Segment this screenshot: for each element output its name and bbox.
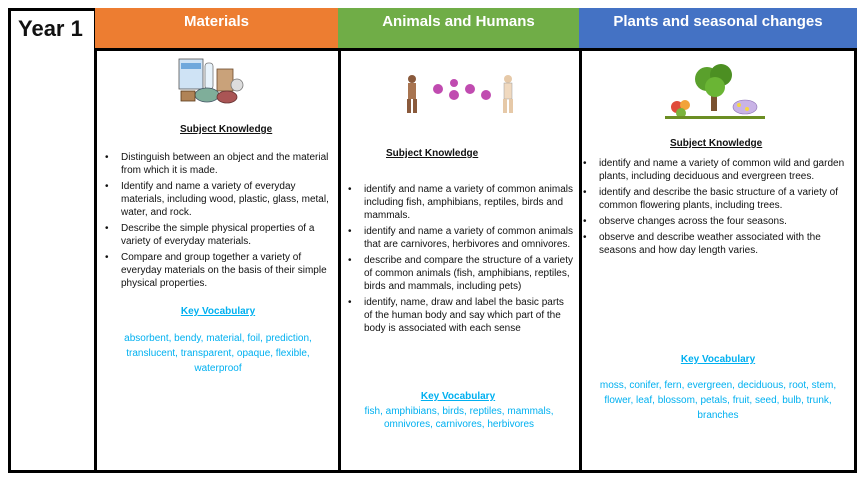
materials-icon bbox=[177, 55, 247, 105]
list-item: • Describe the simple physical properties of a variety of everyday materials. bbox=[99, 222, 331, 248]
materials-header: Materials bbox=[95, 8, 338, 51]
plants-vocab: moss, conifer, fern, evergreen, deciduous, root, stem, flower, leaf, blossom, petals, fruit, seed, bulb, trunk, branches bbox=[599, 380, 837, 421]
animals-vocab: fish, amphibians, birds, reptiles, mammals, omnivores, carnivores, herbivores bbox=[364, 406, 554, 430]
animals-subject-heading: Subject Knowledge bbox=[386, 148, 479, 159]
plants-subject-heading: Subject Knowledge bbox=[670, 138, 763, 149]
plants-column bbox=[579, 8, 857, 473]
animals-column bbox=[338, 8, 582, 473]
list-item: • Distinguish between an object and the material from which it is made. bbox=[99, 151, 331, 177]
materials-vocab-heading: Key Vocabulary bbox=[180, 306, 256, 317]
materials-items bbox=[99, 151, 331, 293]
plants-trees-icon bbox=[665, 61, 765, 121]
list-item: • Compare and group together a variety of everyday materials on the basis of their simple physical properties. bbox=[99, 251, 331, 290]
list-item: • observe and describe weather associated with the seasons and how day length varies. bbox=[577, 231, 855, 257]
materials-vocab: absorbent, bendy, material, foil, prediction, translucent, transparent, opaque, flexible, waterproof bbox=[124, 333, 312, 374]
materials-column bbox=[95, 8, 341, 473]
list-item: • identify and name a variety of common wild and garden plants, including deciduous and evergreen trees. bbox=[577, 157, 855, 183]
year-label: Year 1 bbox=[18, 16, 83, 41]
list-item: • Identify and name a variety of everyday materials, including wood, plastic, glass, metal, water, and rock. bbox=[99, 180, 331, 219]
list-item: • identify and name a variety of common animals including fish, amphibians, reptiles, birds and mammals. bbox=[342, 183, 574, 222]
list-item: • identify and name a variety of common animals that are carnivores, herbivores and omnivores. bbox=[342, 225, 574, 251]
list-item: • describe and compare the structure of a variety of common animals (fish, amphibians, reptiles, birds and mammals, including pets) bbox=[342, 254, 574, 293]
animals-header: Animals and Humans bbox=[338, 8, 579, 51]
list-item: • observe changes across the four seasons. bbox=[577, 215, 855, 228]
plants-items bbox=[577, 157, 855, 260]
year-column bbox=[8, 8, 97, 473]
materials-subject-heading: Subject Knowledge bbox=[180, 124, 273, 135]
human-body-senses-icon bbox=[396, 73, 526, 117]
plants-header: Plants and seasonal changes bbox=[579, 8, 857, 51]
list-item: • identify and describe the basic structure of a variety of common flowering plants, including trees. bbox=[577, 186, 855, 212]
list-item: • identify, name, draw and label the basic parts of the human body and say which part of the body is associated with each sense bbox=[342, 296, 574, 335]
animals-vocab-heading: Key Vocabulary bbox=[420, 391, 496, 402]
animals-items bbox=[342, 183, 574, 338]
plants-vocab-heading: Key Vocabulary bbox=[680, 354, 756, 365]
